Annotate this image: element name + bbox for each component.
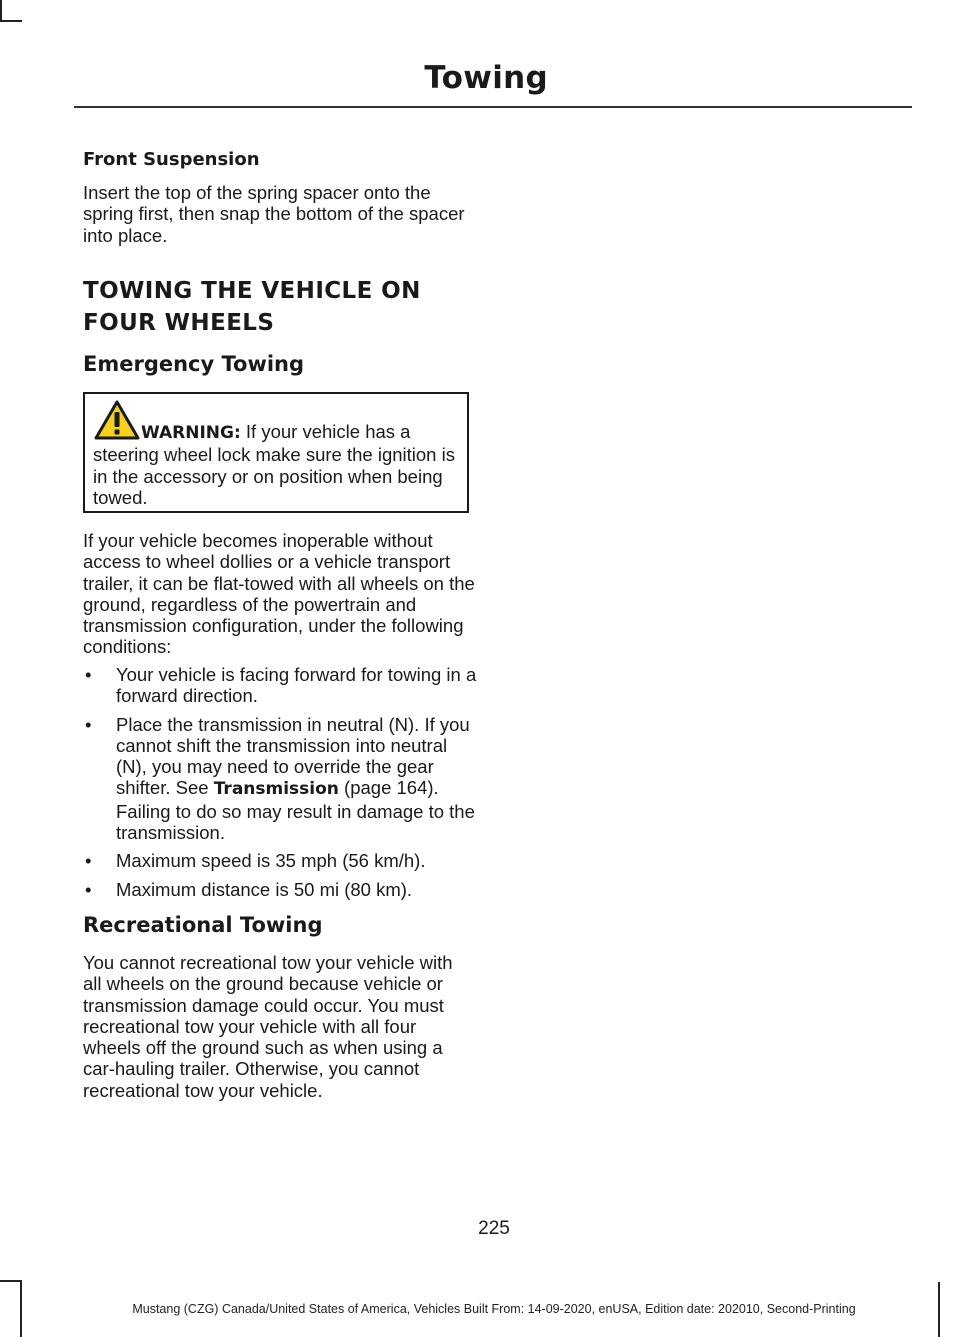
emergency-intro: If your vehicle becomes inoperable without access to wheel dollies or a vehicle transport trailer, it can be flat-towed with all wheels on the ground, regardless of the powertrain and transmission configuration, under the following conditions: (83, 530, 475, 658)
warning-label: WARNING: (141, 423, 241, 443)
list-item-text: Maximum distance is 50 mi (80 km). (116, 878, 413, 900)
list-item: • Maximum speed is 35 mph (56 km/h). (85, 850, 426, 872)
recreational-text: You cannot recreational tow your vehicle with all wheels on the ground because vehicle or transmission damage could occur. You must recreational tow your vehicle with all four wheels off the ground such as when using a car-hauling trailer. Otherwise, you cannot recreational tow your vehicle. (83, 952, 453, 1101)
emergency-towing-heading: Emergency Towing (83, 352, 305, 376)
page-number: 225 (478, 1218, 510, 1239)
section-heading (83, 275, 483, 339)
warning-box (83, 392, 469, 513)
footer-text: Mustang (CZG) Canada/United States of America, Vehicles Built From: 14-09-2020, enUSA, Edition date: 202010, Second-Printing (132, 1302, 856, 1316)
recreational-towing-heading: Recreational Towing (83, 913, 323, 937)
section-heading-line1: TOWING THE VEHICLE ON (83, 278, 421, 304)
conditions-list (83, 664, 483, 907)
list-item-text: Maximum speed is 35 mph (56 km/h). (116, 850, 426, 872)
list-item-text: Your vehicle is facing forward for towing in a forward direction. (116, 664, 477, 707)
list-item: • Maximum distance is 50 mi (80 km). (85, 878, 413, 900)
front-suspension-heading: Front Suspension (83, 149, 260, 170)
front-suspension-text: Insert the top of the spring spacer onto the spring first, then snap the bottom of the spacer into place. (83, 182, 465, 246)
transmission-link[interactable]: Transmission (213, 779, 339, 800)
list-item: • Place the transmission in neutral (N). If you cannot shift the transmission into neutral (N), you may need to override the gear shifter. See Transmission (page 164). Failing to do so may result in damage to the transmission. (85, 713, 475, 844)
page-title: Towing (424, 60, 548, 96)
crop-mark (0, 20, 22, 22)
list-item-text: (page 164). Failing to do so may result in damage to the transmission. (116, 777, 475, 844)
warning-body: If your vehicle has a steering wheel lock make sure the ignition is in the accessory or on position when being towed. (93, 421, 455, 508)
crop-mark (0, 0, 2, 22)
list-item: • Your vehicle is facing forward for towing in a forward direction. (85, 664, 477, 707)
section-heading-line2: FOUR WHEELS (83, 310, 275, 336)
warning-text (93, 421, 465, 508)
list-item-text: Place the transmission in neutral (N). If you cannot shift the transmission into neutral (N), you may need to override the gear shifter. See (116, 713, 470, 799)
crop-mark (0, 1280, 22, 1282)
header-divider (74, 106, 912, 108)
